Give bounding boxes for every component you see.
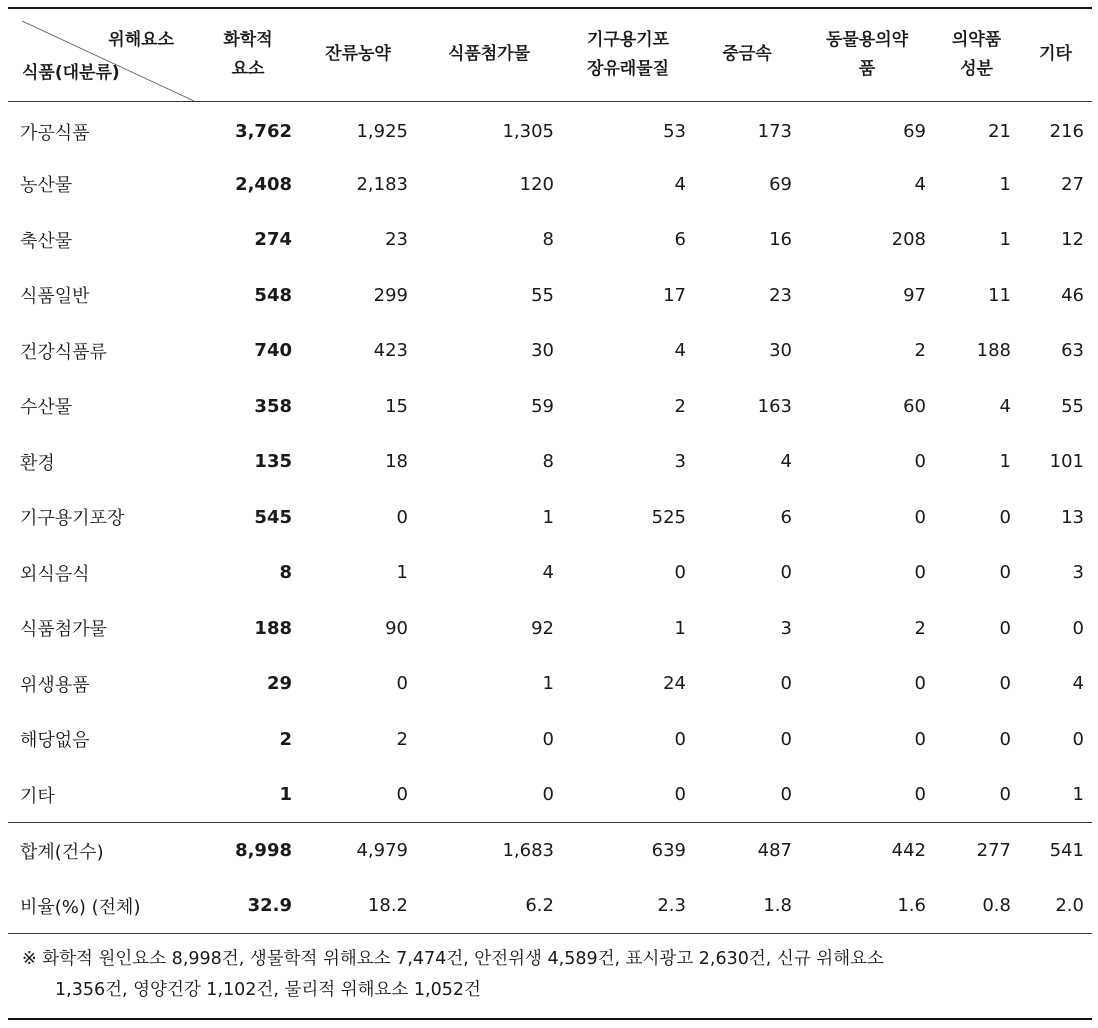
table-cell: 0: [780, 673, 792, 695]
table-cell: 3: [674, 451, 686, 473]
table-cell: 1: [542, 506, 554, 528]
table-cell: 277: [934, 823, 1019, 879]
table-cell: 32.9: [247, 895, 292, 916]
table-row: [8, 878, 1092, 934]
table-cell: 358: [254, 395, 292, 417]
table-cell: 545: [254, 506, 292, 528]
table-cell: 97: [903, 284, 926, 306]
table-cell: 0: [674, 784, 686, 805]
table-cell: 2,183: [356, 173, 408, 195]
row-category: 가공식품: [20, 122, 90, 144]
table-cell: 1: [674, 617, 686, 639]
table-cell: 69: [903, 121, 926, 142]
table-cell: 24: [663, 673, 686, 695]
table-cell: 1: [999, 451, 1011, 473]
col-header-container-substance: 기구용기포 장유래물질: [586, 29, 670, 79]
table-cell: 92: [531, 617, 554, 639]
table-cell: 188: [254, 617, 292, 639]
table-cell: 30: [531, 340, 554, 362]
table-cell: 4: [674, 173, 686, 195]
table-cell: 423: [373, 340, 408, 362]
hazard-table-container: [8, 7, 1092, 1020]
table-cell: 17: [663, 284, 686, 306]
table-cell: 27: [1061, 173, 1084, 195]
diagonal-divider: [8, 9, 196, 102]
table-cell: 0: [780, 728, 792, 750]
table-cell: 3,762: [235, 121, 292, 142]
row-category: 식품첨가물: [20, 619, 107, 641]
row-category: 비율(%) (전체): [20, 896, 141, 918]
table-cell: 8: [279, 562, 292, 584]
table-cell: 525: [651, 506, 686, 528]
table-cell: 4,979: [300, 823, 416, 879]
col-header-drug-ingredient: 의약품 성분: [951, 29, 1002, 79]
table-cell: 442: [800, 823, 934, 879]
table-cell: 55: [531, 284, 554, 306]
table-cell: 0: [396, 673, 408, 695]
table-cell: 2,408: [235, 173, 292, 195]
table-cell: 120: [519, 173, 554, 195]
table-cell: 18: [385, 451, 408, 473]
table-cell: 90: [385, 617, 408, 639]
table-body: [8, 101, 1092, 1019]
table-cell: 4: [914, 173, 926, 195]
row-category: 수산물: [20, 397, 73, 419]
table-cell: 1,925: [356, 121, 408, 142]
corner-label-hazard: 위해요소: [108, 30, 174, 50]
table-cell: 4: [542, 562, 554, 584]
col-header-pesticide: 잔류농약: [325, 44, 391, 65]
table-row: [8, 545, 1092, 601]
table-cell: 208: [891, 229, 926, 251]
row-category: 농산물: [20, 175, 73, 197]
header-row: [8, 8, 1092, 101]
table-cell: 6: [780, 506, 792, 528]
table-cell: 0: [914, 728, 926, 750]
table-cell: 12: [1061, 229, 1084, 251]
table-row: [8, 767, 1092, 823]
table-cell: 16: [769, 229, 792, 251]
table-cell: 8: [542, 229, 554, 251]
table-cell: 1: [1072, 784, 1084, 805]
table-cell: 21: [988, 121, 1011, 142]
table-cell: 0: [914, 451, 926, 473]
row-category: 위생용품: [20, 674, 90, 696]
table-cell: 1,683: [416, 823, 562, 879]
row-category: 건강식품류: [20, 341, 107, 363]
table-cell: 299: [373, 284, 408, 306]
table-cell: 3: [1072, 562, 1084, 584]
table-cell: 6.2: [525, 895, 554, 916]
table-cell: 1: [542, 673, 554, 695]
table-cell: 639: [562, 823, 694, 879]
table-cell: 0: [999, 562, 1011, 584]
table-cell: 548: [254, 284, 292, 306]
col-header-food-additive: 식품첨가물: [447, 44, 531, 65]
row-category: 합계(건수): [8, 823, 196, 879]
table-cell: 0: [999, 506, 1011, 528]
table-cell: 1: [396, 562, 408, 584]
table-cell: 0.8: [982, 895, 1011, 916]
table-cell: 0: [780, 562, 792, 584]
table-cell: 2: [914, 617, 926, 639]
table-cell: 216: [1049, 121, 1084, 142]
table-cell: 0: [999, 617, 1011, 639]
table-cell: 46: [1061, 284, 1084, 306]
table-cell: 4: [780, 451, 792, 473]
table-cell: 13: [1061, 506, 1084, 528]
table-cell: 18.2: [367, 895, 408, 916]
table-cell: 53: [663, 121, 686, 142]
table-cell: 23: [385, 229, 408, 251]
col-header-other: 기타: [1039, 44, 1072, 65]
footnote-line-2: 1,356건, 영양건강 1,102건, 물리적 위해요소 1,052건: [55, 980, 481, 1000]
table-cell: 30: [769, 340, 792, 362]
table-cell: 0: [999, 728, 1011, 750]
table-cell: 6: [674, 229, 686, 251]
table-row: [8, 323, 1092, 379]
table-cell: 0: [999, 673, 1011, 695]
table-cell: 60: [903, 395, 926, 417]
table-cell: 8,998: [196, 823, 300, 879]
table-cell: 0: [396, 784, 408, 805]
footnote: [8, 934, 1092, 1020]
table-cell: 1: [279, 784, 292, 805]
table-cell: 173: [757, 121, 792, 142]
table-cell: 29: [266, 673, 292, 695]
table-cell: 0: [914, 784, 926, 805]
table-cell: 1: [999, 173, 1011, 195]
table-cell: 541: [1019, 823, 1092, 879]
table-cell: 0: [396, 506, 408, 528]
table-row: [8, 101, 1092, 157]
table-cell: 8: [542, 451, 554, 473]
table-cell: 101: [1049, 451, 1084, 473]
table-cell: 4: [1072, 673, 1084, 695]
table-cell: 188: [976, 340, 1011, 362]
hazard-statistics-table: [8, 7, 1092, 1020]
table-cell: 3: [780, 617, 792, 639]
table-cell: 0: [780, 784, 792, 805]
row-category: 외식음식: [20, 563, 90, 585]
table-row: [8, 434, 1092, 490]
table-cell: 1.6: [897, 895, 926, 916]
row-category: 환경: [20, 452, 55, 474]
footnote-line-1: ※ 화학적 원인요소 8,998건, 생물학적 위해요소 7,474건, 안전위생 4,589건, 표시광고 2,630건, 신규 위해요소: [22, 949, 884, 969]
table-row: [8, 601, 1092, 657]
table-cell: 1,305: [502, 121, 554, 142]
table-cell: 0: [674, 728, 686, 750]
table-row: [8, 379, 1092, 435]
table-cell: 2: [674, 395, 686, 417]
col-header-chemical: 화학적 요소: [223, 29, 273, 79]
table-row: [8, 656, 1092, 712]
table-cell: 4: [674, 340, 686, 362]
table-cell: 487: [694, 823, 800, 879]
row-category: 기타: [20, 785, 55, 807]
table-cell: 0: [1072, 728, 1084, 750]
table-cell: 59: [531, 395, 554, 417]
table-row: [8, 268, 1092, 324]
row-category: 기구용기포장: [20, 508, 125, 530]
table-row: [8, 823, 1092, 879]
table-cell: 11: [988, 284, 1011, 306]
table-cell: 15: [385, 395, 408, 417]
table-cell: 0: [999, 784, 1011, 805]
col-header-heavy-metal: 중금속: [722, 44, 772, 65]
table-cell: 135: [254, 451, 292, 473]
col-header-veterinary-drug: 동물용의약 품: [825, 29, 909, 79]
table-cell: 0: [674, 562, 686, 584]
table-cell: 2.0: [1055, 895, 1084, 916]
table-row: [8, 712, 1092, 768]
table-cell: 55: [1061, 395, 1084, 417]
table-cell: 2: [279, 728, 292, 750]
table-cell: 1: [999, 229, 1011, 251]
table-cell: 2: [396, 728, 408, 750]
table-cell: 2: [914, 340, 926, 362]
table-cell: 0: [914, 506, 926, 528]
table-cell: 69: [769, 173, 792, 195]
table-cell: 0: [542, 784, 554, 805]
table-cell: 1.8: [763, 895, 792, 916]
table-row: [8, 212, 1092, 268]
table-cell: 23: [769, 284, 792, 306]
table-cell: 2.3: [657, 895, 686, 916]
table-cell: 0: [914, 562, 926, 584]
row-category: 축산물: [20, 230, 73, 252]
table-cell: 63: [1061, 340, 1084, 362]
table-cell: 4: [999, 395, 1011, 417]
corner-header-cell: [8, 8, 196, 101]
table-row: [8, 157, 1092, 213]
row-category: 식품일반: [20, 286, 90, 308]
note-row: [8, 934, 1092, 1020]
table-cell: 163: [757, 395, 792, 417]
table-cell: 0: [542, 728, 554, 750]
table-row: [8, 490, 1092, 546]
row-category: 해당없음: [20, 730, 90, 752]
table-cell: 274: [254, 229, 292, 251]
table-cell: 0: [914, 673, 926, 695]
corner-label-food: 식품(대분류): [22, 63, 120, 83]
table-cell: 740: [254, 340, 292, 362]
table-cell: 0: [1072, 617, 1084, 639]
